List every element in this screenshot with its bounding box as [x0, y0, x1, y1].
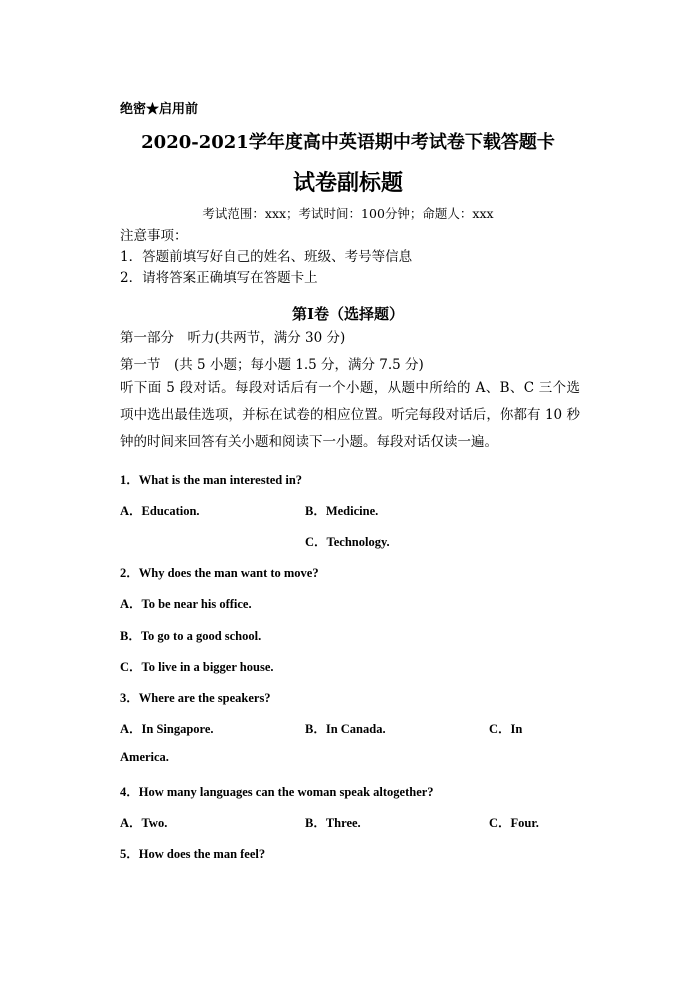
- confidential-label: 绝密★启用前: [120, 102, 199, 117]
- question-1: 1．What is the man interested in?: [120, 473, 303, 487]
- question-2: 2．Why does the man want to move?: [120, 566, 319, 580]
- exam-title: 2020-2021学年度高中英语期中考试卷下载答题卡: [141, 132, 555, 153]
- option-a: A．Two.: [120, 816, 168, 830]
- option-b: B．To go to a good school.: [120, 629, 262, 643]
- option-b: B．In Canada.: [305, 722, 386, 736]
- option-c: C．To live in a bigger house.: [120, 660, 274, 674]
- option-c: C．In: [489, 722, 523, 736]
- question-3: 3．Where are the speakers?: [120, 691, 271, 705]
- question-4: 4．How many languages can the woman speak altogether?: [120, 785, 434, 799]
- subsection-heading: 第一节 (共 5 小题；每小题 1.5 分，满分 7.5 分): [120, 357, 424, 373]
- option-c-continued: America.: [120, 750, 169, 764]
- instructions: 听下面 5 段对话。每段对话后有一个小题，从题中所给的 A、B、C 三个选项中选出最佳选项，并标在试卷的相应位置。听完每段对话后，你都有 10 秒钟的时间来回答有关小题和阅读下一小题。每段对话仅读一遍。: [120, 380, 580, 450]
- option-b: B．Medicine.: [305, 504, 379, 518]
- option-c: C．Four.: [489, 816, 539, 830]
- question-5: 5．How does the man feel?: [120, 847, 266, 861]
- note-item: 2．请将答案正确填写在答题卡上: [120, 270, 318, 286]
- note-item: 1．答题前填写好自己的姓名、班级、考号等信息: [120, 249, 413, 265]
- option-a: A．Education.: [120, 504, 200, 518]
- exam-subtitle: 试卷副标题: [292, 170, 403, 196]
- exam-info: 考试范围：xxx；考试时间：100分钟；命题人：xxx: [202, 206, 494, 221]
- option-a: A．In Singapore.: [120, 722, 214, 736]
- notes-heading: 注意事项：: [120, 228, 188, 244]
- option-c: C．Technology.: [305, 535, 390, 549]
- option-a: A．To be near his office.: [120, 597, 252, 611]
- part-title: 第I卷（选择题）: [291, 305, 405, 323]
- option-b: B．Three.: [305, 816, 361, 830]
- section-heading: 第一部分 听力(共两节，满分 30 分): [120, 330, 346, 346]
